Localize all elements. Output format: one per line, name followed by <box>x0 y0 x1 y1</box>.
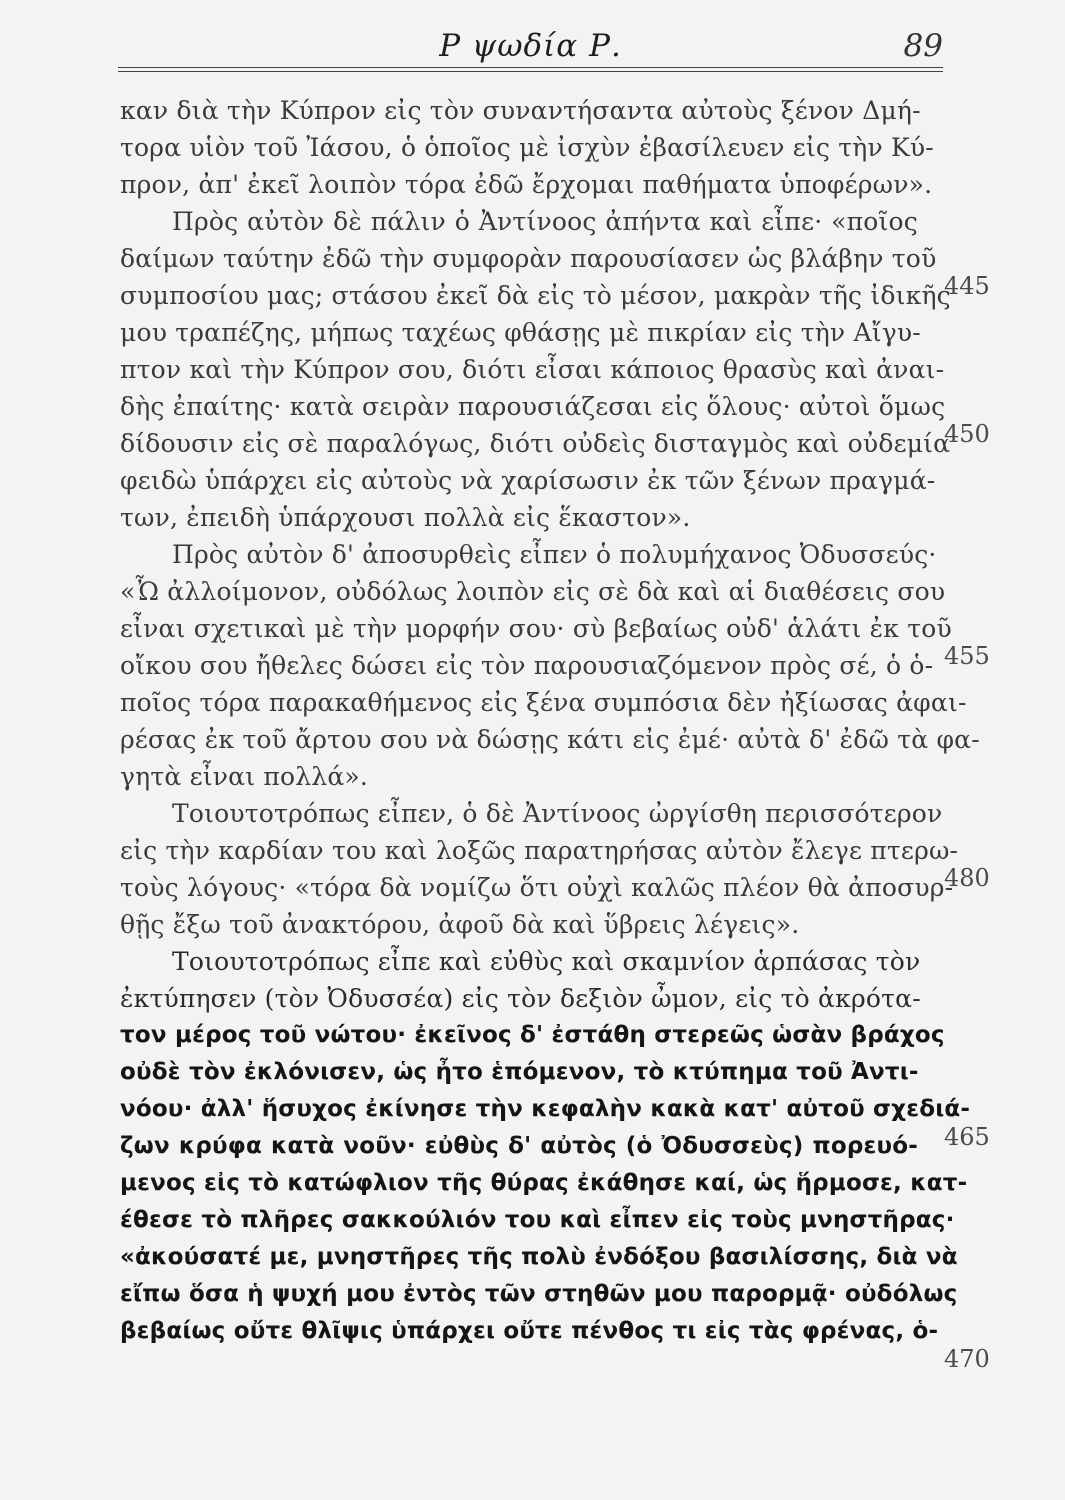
page-number: 89 <box>903 28 943 64</box>
text-line: εἴπω ὅσα ἡ ψυχή μου ἐντὸς τῶν στηθῶν μου παρορμᾷ· οὐδόλως <box>120 1281 958 1307</box>
text-line: συμποσίου μας; στάσου ἐκεῖ δὰ εἰς τὸ μέσον, μακρὰν τῆς ἰδικῆς <box>120 281 951 310</box>
text-line: δίδουσιν εἰς σὲ παραλόγως, διότι οὐδεὶς δισταγμὸς καὶ οὐδεμία <box>120 429 951 458</box>
line-number: 470 <box>944 1345 990 1373</box>
text-line: ρέσας ἐκ τοῦ ἄρτου σου νὰ δώσῃς κάτι εἰς ἐμέ· αὐτὰ δ' ἐδῶ τὰ φα- <box>120 725 980 754</box>
header-rule <box>118 67 943 68</box>
line-number: 480 <box>944 864 990 892</box>
line-number: 455 <box>944 642 990 670</box>
text-line: εἶναι σχετικαὶ μὲ τὴν μορφήν σου· σὺ βεβαίως οὐδ' ἁλάτι ἐκ τοῦ <box>120 614 952 643</box>
text-line: ποῖος τόρα παρακαθήμενος εἰς ξένα συμπόσια δὲν ἠξίωσας ἀφαι- <box>120 688 967 717</box>
text-line: πτον καὶ τὴν Κύπρον σου, διότι εἶσαι κάποιος θρασὺς καὶ ἀναι- <box>120 355 945 384</box>
running-title: Ρ ψωδία Ρ. <box>439 28 622 64</box>
text-line: δὴς ἐπαίτης· κατὰ σειρὰν παρουσιάζεσαι εἰς ὅλους· αὐτοὶ ὅμως <box>120 392 946 421</box>
text-line: τον μέρος τοῦ νώτου· ἐκεῖνος δ' ἐστάθη στερεῶς ὡσὰν βράχος <box>120 1022 945 1048</box>
text-line: προν, ἀπ' ἐκεῖ λοιπὸν τόρα ἐδῶ ἔρχομαι παθήματα ὑποφέρων». <box>120 170 933 199</box>
text-line: βεβαίως οὔτε θλῖψις ὑπάρχει οὔτε πένθος τι εἰς τὰς φρένας, ὁ- <box>120 1318 939 1344</box>
text-line: μενος εἰς τὸ κατώφλιον τῆς θύρας ἐκάθησε καί, ὡς ἥρμοσε, κατ- <box>120 1170 968 1196</box>
text-line: καν διὰ τὴν Κύπρον εἰς τὸν συναντήσαντα αὐτοὺς ξένον Δμή- <box>120 96 921 125</box>
text-line: των, ἐπειδὴ ὑπάρχουσι πολλὰ εἰς ἕκαστον». <box>120 503 691 532</box>
text-line: ζων κρύφα κατὰ νοῦν· εὐθὺς δ' αὐτὸς (ὁ Ὀδυσσεὺς) πορευό- <box>120 1133 918 1159</box>
text-line: τοὺς λόγους· «τόρα δὰ νομίζω ὅτι οὐχὶ καλῶς πλέον θὰ ἀποσυρ- <box>120 873 954 902</box>
line-number: 445 <box>944 272 990 300</box>
text-line: τορα υἱὸν τοῦ Ἰάσου, ὁ ὁποῖος μὲ ἰσχὺν ἐβασίλευεν εἰς τὴν Κύ- <box>120 133 934 162</box>
text-line: εἰς τὴν καρδίαν του καὶ λοξῶς παρατηρήσας αὐτὸν ἔλεγε πτερω- <box>120 836 959 865</box>
text-line: «ἀκούσατέ με, μνηστῆρες τῆς πολὺ ἐνδόξου βασιλίσσης, διὰ νὰ <box>120 1244 958 1270</box>
page-header <box>118 22 943 64</box>
text-line: Τοιουτοτρόπως εἶπεν, ὁ δὲ Ἀντίνοος ὠργίσθη περισσότερον <box>172 799 943 828</box>
text-line: ἐκτύπησεν (τὸν Ὀδυσσέα) εἰς τὸν δεξιὸν ὦμον, εἰς τὸ ἀκρότα- <box>120 984 921 1013</box>
text-line: οὐδὲ τὸν ἐκλόνισεν, ὡς ἦτο ἑπόμενον, τὸ κτύπημα τοῦ Ἀντι- <box>120 1059 919 1085</box>
header-rule-thin <box>118 71 943 72</box>
text-line: οἴκου σου ἤθελες δώσει εἰς τὸν παρουσιαζόμενον πρὸς σέ, ὁ ὁ- <box>120 651 934 680</box>
text-line: νόου· ἀλλ' ἥσυχος ἐκίνησε τὴν κεφαλὴν κακὰ κατ' αὐτοῦ σχεδιά- <box>120 1096 971 1122</box>
text-line: θῇς ἔξω τοῦ ἀνακτόρου, ἀφοῦ δὰ καὶ ὕβρεις λέγεις». <box>120 910 800 939</box>
text-line: έθεσε τὸ πλῆρες σακκούλιόν του καὶ εἶπεν εἰς τοὺς μνηστῆρας· <box>120 1207 955 1233</box>
text-line: δαίμων ταύτην ἐδῶ τὴν συμφορὰν παρουσίασεν ὡς βλάβην τοῦ <box>120 244 937 273</box>
text-line: Πρὸς αὐτὸν δ' ἀποσυρθεὶς εἶπεν ὁ πολυμήχανος Ὀδυσσεύς· <box>172 540 937 569</box>
line-number: 465 <box>944 1123 990 1151</box>
text-line: φειδὼ ὑπάρχει εἰς αὐτοὺς νὰ χαρίσωσιν ἐκ τῶν ξένων πραγμά- <box>120 466 936 495</box>
text-line: γητὰ εἶναι πολλά». <box>120 762 369 791</box>
text-line: «Ὦ ἀλλοίμονον, οὐδόλως λοιπὸν εἰς σὲ δὰ καὶ αἱ διαθέσεις σου <box>120 577 946 606</box>
text-line: Πρὸς αὐτὸν δὲ πάλιν ὁ Ἀντίνοος ἀπήντα καὶ εἶπε· «ποῖος <box>172 207 918 236</box>
line-number: 450 <box>944 420 990 448</box>
text-line: Τοιουτοτρόπως εἶπε καὶ εὐθὺς καὶ σκαμνίον ἁρπάσας τὸν <box>172 947 921 976</box>
text-line: μου τραπέζης, μήπως ταχέως φθάσῃς μὲ πικρίαν εἰς τὴν Αἴγυ- <box>120 318 921 347</box>
